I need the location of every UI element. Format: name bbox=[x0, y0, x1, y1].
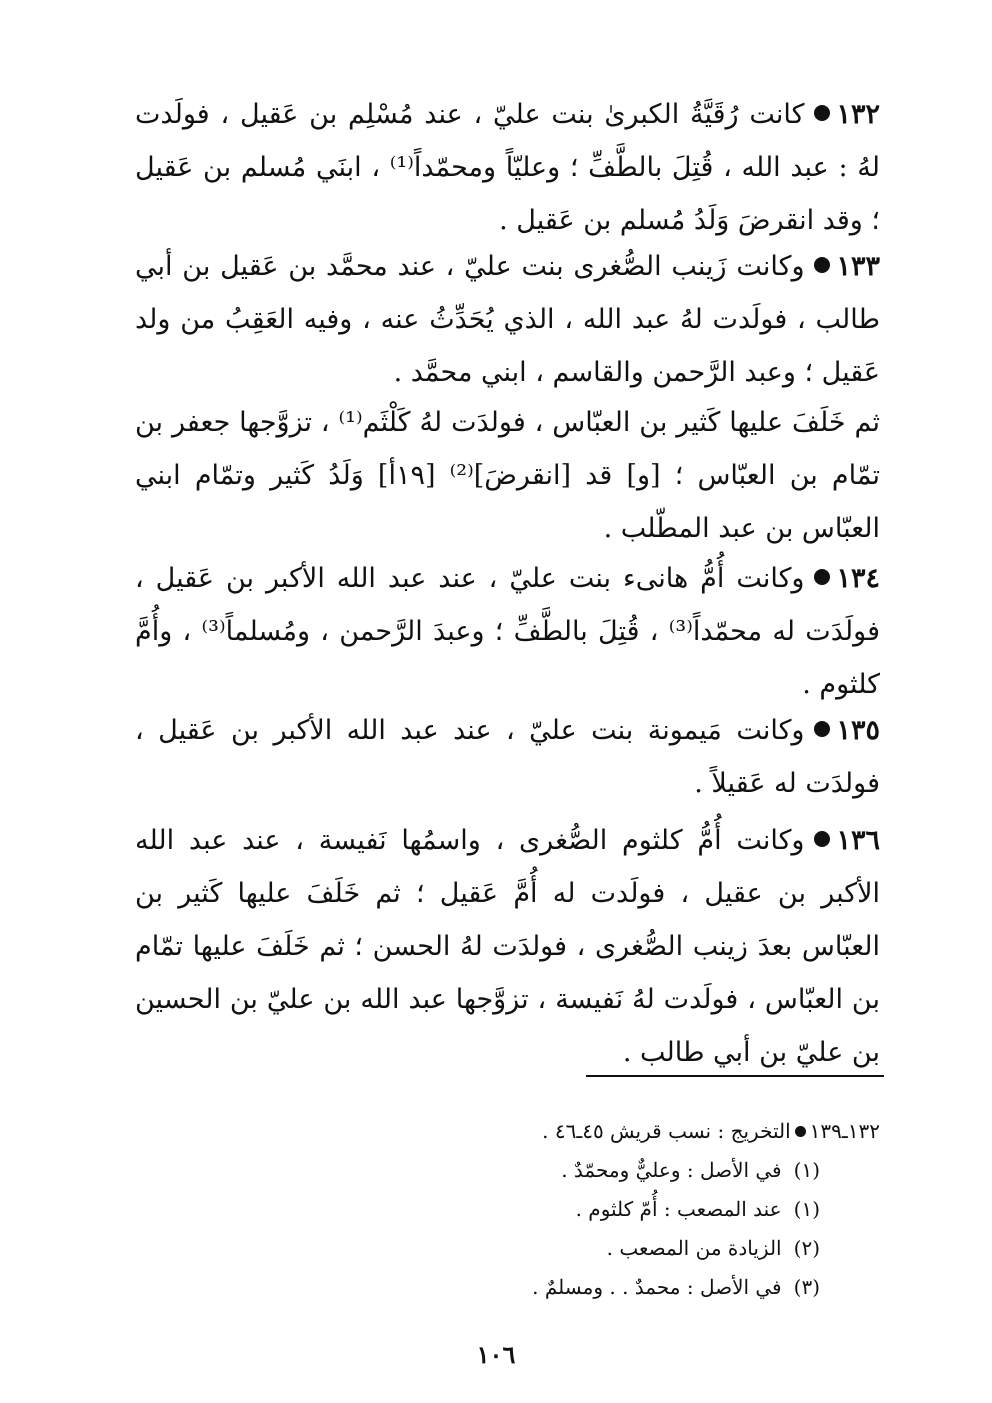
bullet-icon bbox=[814, 257, 830, 273]
footnote-header-text: التخريج : نسب قريش ٤٥ـ٤٦ . bbox=[542, 1119, 791, 1143]
entry-text: كانت رُقَيَّةُ الكبرىٰ بنت عليّ ، عند مُسْلِم بن عَقيل ، فولَدت لهُ : عبد الله ، قُتِلَ بالطَّفِّ ؛ وعليّاً ومحمّداً⁽¹⁾ ، ابنَي مُسلم بن عَقيل ؛ وقد انقرضَ وَلَدُ مُسلم بن عَقيل . bbox=[135, 99, 880, 236]
footnote-text: عند المصعب : أُمّ كلثوم . bbox=[575, 1197, 782, 1221]
entry-number: ١٣٤ bbox=[836, 563, 880, 594]
page-number: ١٠٦ bbox=[476, 1340, 516, 1369]
entry-number: ١٣٢ bbox=[836, 99, 880, 130]
entry-132 bbox=[135, 88, 880, 247]
footnote-number: (٢) bbox=[793, 1236, 820, 1260]
footnote-number: (١) bbox=[793, 1158, 820, 1182]
entry-number: ١٣٣ bbox=[836, 251, 880, 282]
bullet-icon bbox=[814, 831, 830, 847]
footnote-text: في الأصل : وعليٌّ ومحمّدٌ . bbox=[561, 1158, 782, 1182]
footnote-divider bbox=[586, 1075, 884, 1077]
bullet-icon bbox=[814, 721, 830, 737]
entry-133-continuation bbox=[135, 396, 880, 555]
footnote-header bbox=[300, 1112, 880, 1151]
footnote-number: (١) bbox=[793, 1197, 820, 1221]
footnote-item bbox=[300, 1190, 880, 1229]
entry-text: وكانت أُمُّ كلثوم الصُّغرى ، واسمُها نَفيسة ، عند عبد الله الأكبر بن عقيل ، فولَدت له أُمَّ عَقيل ؛ ثم خَلَفَ عليها كَثير بن العبّاس بعدَ زينب الصُّغرى ، فولدَت لهُ الحسن ؛ ثم خَلَفَ عليها تمّام بن العبّاس ، فولَدت لهُ نَفيسة ، تزوَّجها عبد الله بن عليّ بن الحسين بن عليّ بن أبي طالب . bbox=[135, 825, 880, 1068]
entry-135 bbox=[135, 704, 880, 810]
footnote-text: الزيادة من المصعب . bbox=[606, 1236, 782, 1260]
entry-text: وكانت زَينب الصُّغرى بنت عليّ ، عند محمَّد بن عَقيل بن أبي طالب ، فولَدت لهُ عبد الله ، الذي يُحَدِّثُ عنه ، وفيه العَقِبُ من ولد عَقيل ؛ وعبد الرَّحمن والقاسم ، ابني محمَّد . bbox=[135, 251, 880, 388]
footnotes bbox=[300, 1112, 880, 1307]
bullet-icon bbox=[814, 569, 830, 585]
entry-136 bbox=[135, 814, 880, 1079]
entry-text: وكانت مَيمونة بنت عليّ ، عند عبد الله الأكبر بن عَقيل ، فولدَت له عَقيلاً . bbox=[135, 715, 880, 799]
entry-text: وكانت أُمُّ هانىء بنت عليّ ، عند عبد الله الأكبر بن عَقيل ، فولَدَت له محمّداً⁽³⁾ ، قُتِلَ بالطَّفِّ ؛ وعبدَ الرَّحمن ، ومُسلماً⁽³⁾ ، وأُمَّ كلثوم . bbox=[135, 563, 880, 700]
entry-133 bbox=[135, 240, 880, 399]
bullet-icon bbox=[814, 105, 830, 121]
footnote-number: (٣) bbox=[793, 1275, 820, 1299]
footnote-item bbox=[300, 1268, 880, 1307]
entry-134 bbox=[135, 552, 880, 711]
footnote-text: في الأصل : محمدٌ . . ومسلمٌ . bbox=[532, 1275, 782, 1299]
entry-number: ١٣٦ bbox=[836, 825, 880, 856]
footnote-header-number: ١٣٢ـ١٣٩ bbox=[809, 1119, 880, 1143]
entry-text: ثم خَلَفَ عليها كَثير بن العبّاس ، فولدَت لهُ كَلْثَم⁽¹⁾ ، تزوَّجها جعفر بن تمّام بن العبّاس ؛ [و] قد [انقرضَ]⁽²⁾ [١٩أ] وَلَدُ كَثير وتمّام ابني العبّاس بن عبد المطّلب . bbox=[135, 407, 880, 544]
footnote-item bbox=[300, 1229, 880, 1268]
footnote-item bbox=[300, 1151, 880, 1190]
entry-number: ١٣٥ bbox=[836, 715, 880, 746]
bullet-icon bbox=[795, 1126, 806, 1137]
